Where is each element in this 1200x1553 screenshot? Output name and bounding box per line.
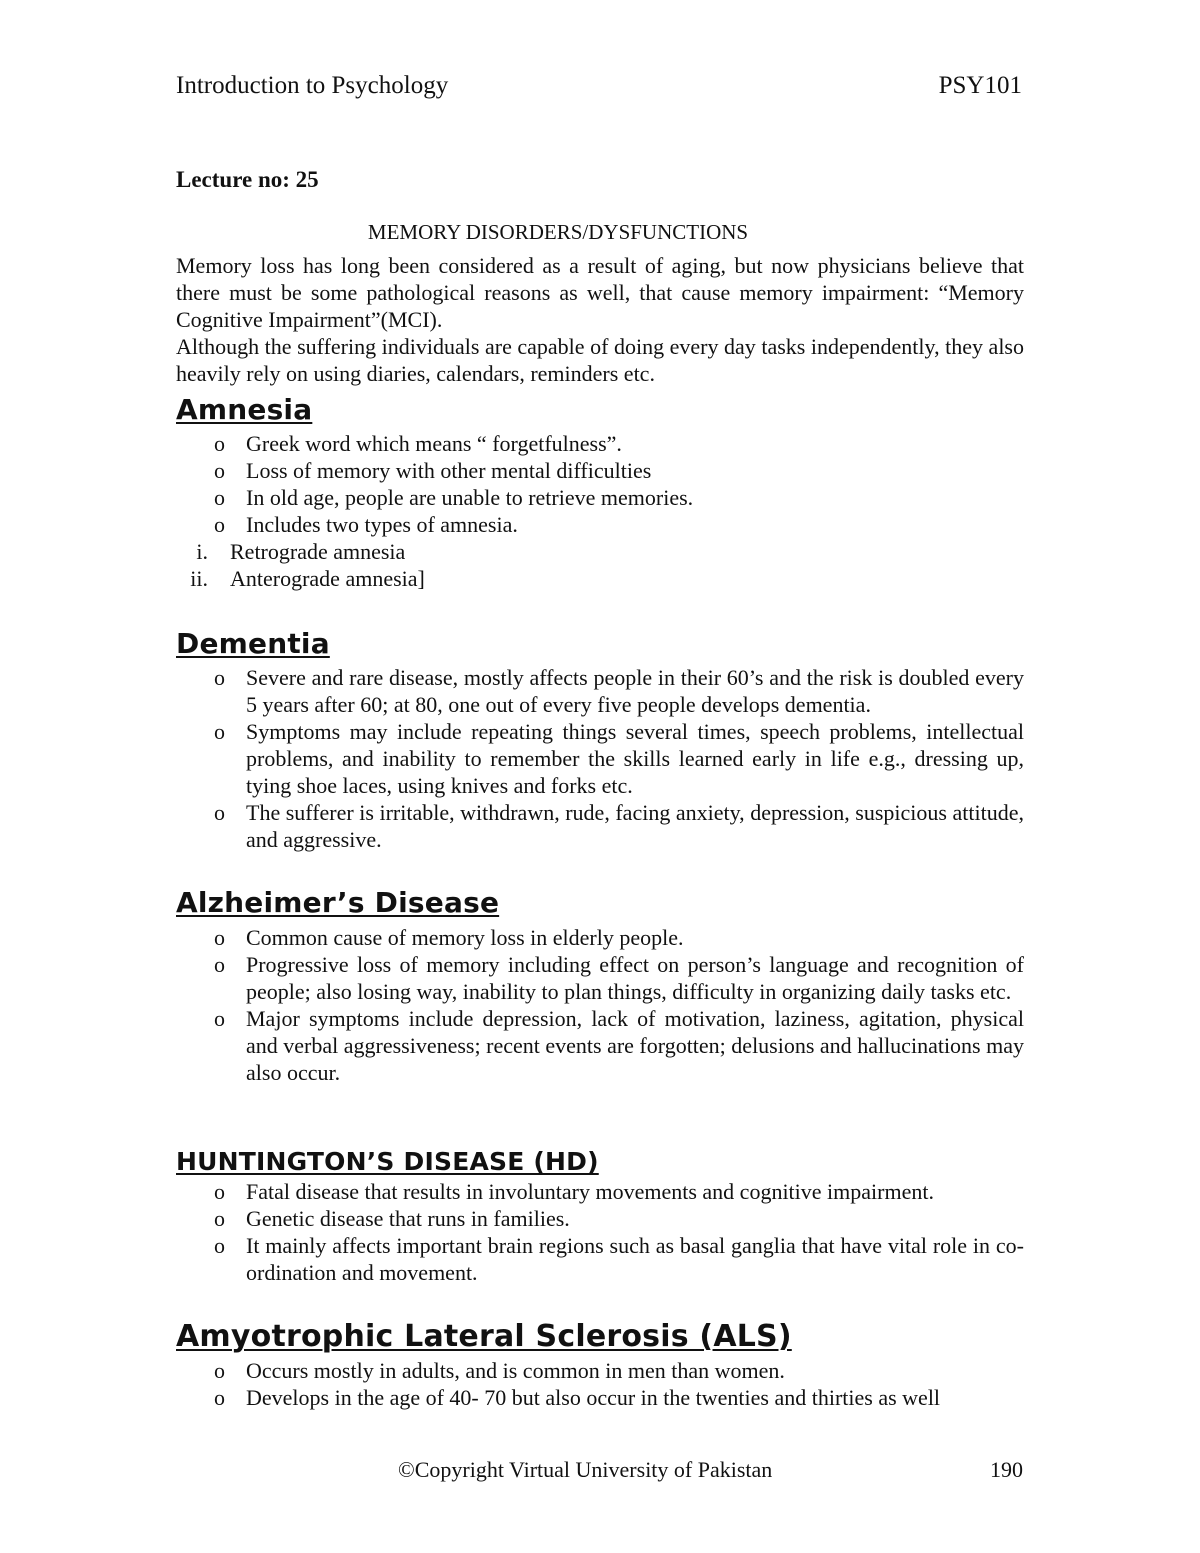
course-code: PSY101 — [938, 72, 1022, 99]
section-heading-dementia: Dementia — [176, 627, 330, 660]
copyright-notice: ©Copyright Virtual University of Pakistan — [398, 1457, 773, 1482]
lecture-number: Lecture no: 25 — [176, 167, 319, 192]
numbered-item: ii. Anterograde amnesia] — [190, 566, 425, 591]
bullet-marker: o — [214, 485, 225, 510]
bullet-marker: o — [214, 1006, 225, 1031]
list-item: o Major symptoms include depression, lack of motivation, laziness, agitation, physical and verbal aggressiveness; recent events are forgotten; delusions and hallucinations may also occur. — [176, 1005, 1024, 1086]
amnesia-list — [176, 430, 1024, 592]
section-heading-alzheimers: Alzheimer’s Disease — [176, 886, 500, 919]
dementia-list — [176, 664, 1024, 853]
list-item: o Fatal disease that results in involuntary movements and cognitive impairment. — [176, 1178, 1024, 1205]
list-item: o Occurs mostly in adults, and is common in men than women. — [176, 1357, 1024, 1384]
bullet-marker: o — [214, 1358, 225, 1383]
list-item: o It mainly affects important brain regions such as basal ganglia that have vital role in co-ordination and movement. — [176, 1232, 1024, 1286]
bullet-marker: o — [214, 431, 225, 456]
bullet-marker: o — [214, 1385, 225, 1410]
bullet-marker: o — [214, 1206, 225, 1231]
bullet-marker: o — [214, 1179, 225, 1204]
list-item: o The sufferer is irritable, withdrawn, rude, facing anxiety, depression, suspicious attitude, and aggressive. — [176, 799, 1024, 853]
intro-paragraph: Memory loss has long been considered as a result of aging, but now physicians believe that there must be some pathological reasons as well, that cause memory impairment: “Memory Cognitive Impairment”(MCI). — [176, 253, 1024, 332]
intro-text — [176, 252, 1024, 387]
section-heading-als: Amyotrophic Lateral Sclerosis (ALS) — [176, 1319, 792, 1354]
list-item: o Genetic disease that runs in families. — [176, 1205, 1024, 1232]
list-item: o In old age, people are unable to retrieve memories. — [176, 484, 1024, 511]
numbered-item: i. Retrograde amnesia — [196, 539, 406, 564]
bullet-marker: o — [214, 512, 225, 537]
list-item: o Symptoms may include repeating things several times, speech problems, intellectual problems, and inability to remember the skills learned early in life e.g., dressing up, tying shoe laces, using knives and forks etc. — [176, 718, 1024, 799]
page-title: MEMORY DISORDERS/DYSFUNCTIONS — [367, 220, 749, 244]
section-heading-amnesia: Amnesia — [176, 393, 313, 426]
course-title: Introduction to Psychology — [176, 72, 449, 99]
section-heading-huntington: HUNTINGTON’S DISEASE (HD) — [176, 1147, 599, 1176]
list-item: o Greek word which means “ forgetfulness”. — [176, 430, 1024, 457]
bullet-marker: o — [214, 719, 225, 744]
list-item: o Develops in the age of 40- 70 but also occur in the twenties and thirties as well — [176, 1384, 1024, 1411]
intro-paragraph: Although the suffering individuals are capable of doing every day tasks independently, they also heavily rely on using diaries, calendars, reminders etc. — [176, 334, 1024, 386]
page-number: 190 — [990, 1457, 1023, 1482]
bullet-marker: o — [214, 800, 225, 825]
alzheimers-list — [176, 924, 1024, 1086]
bullet-marker: o — [214, 925, 225, 950]
huntington-list — [176, 1178, 1024, 1286]
als-list — [176, 1357, 1024, 1411]
list-item: o Loss of memory with other mental difficulties — [176, 457, 1024, 484]
list-item: o Common cause of memory loss in elderly people. — [176, 924, 1024, 951]
bullet-marker: o — [214, 665, 225, 690]
bullet-marker: o — [214, 952, 225, 977]
list-item: o Progressive loss of memory including effect on person’s language and recognition of people; also losing way, inability to plan things, difficulty in organizing daily tasks etc. — [176, 951, 1024, 1005]
bullet-marker: o — [214, 458, 225, 483]
list-item: o Includes two types of amnesia. — [176, 511, 1024, 538]
bullet-marker: o — [214, 1233, 225, 1258]
list-item: o Severe and rare disease, mostly affects people in their 60’s and the risk is doubled every 5 years after 60; at 80, one out of every five people develops dementia. — [176, 664, 1024, 718]
